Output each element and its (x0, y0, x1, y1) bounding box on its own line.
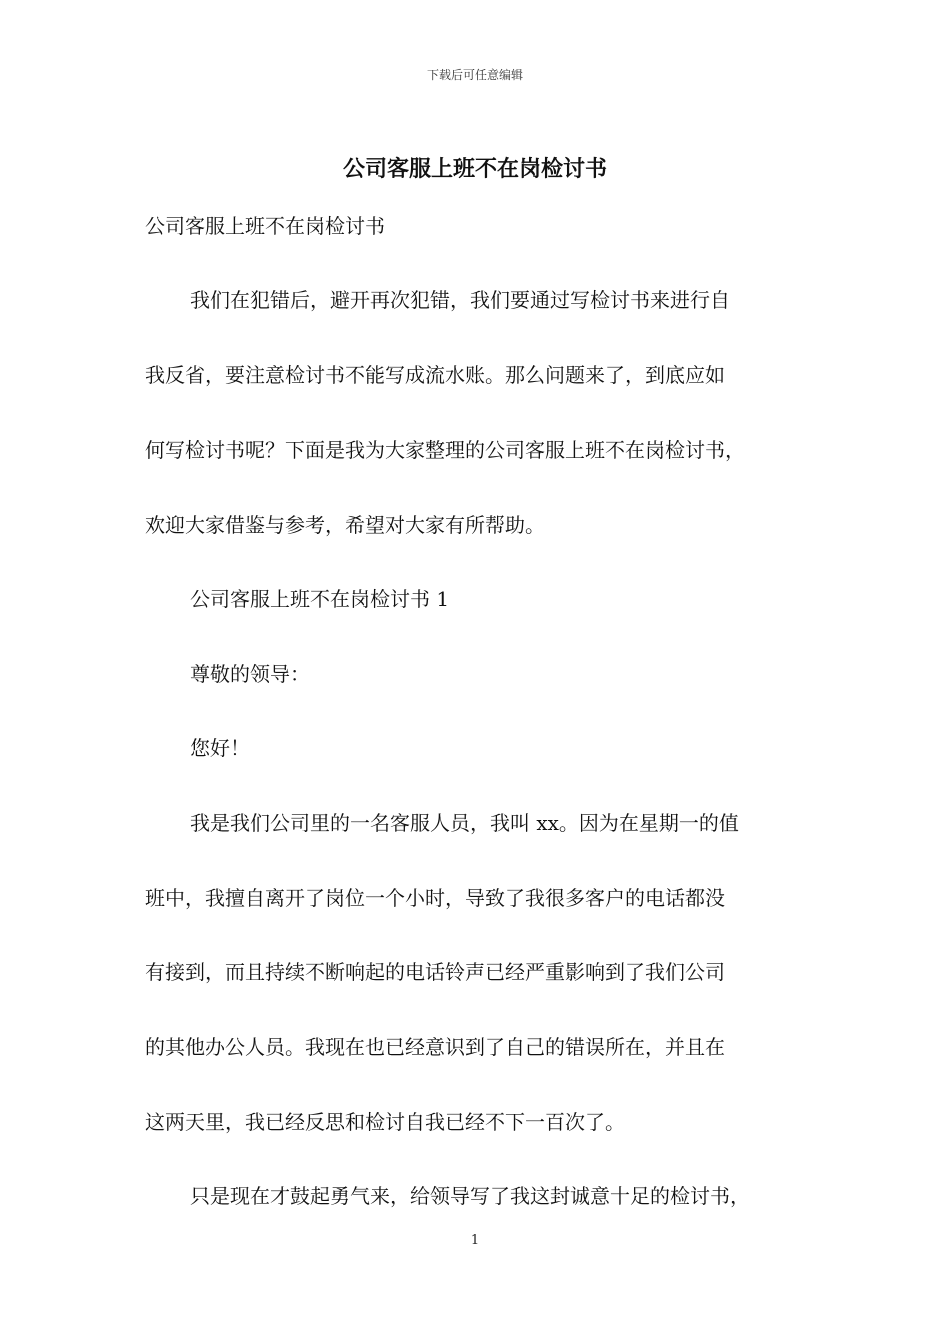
body-line: 我反省，要注意检讨书不能写成流水账。那么问题来了，到底应如 (145, 363, 725, 387)
body-line: 有接到，而且持续不断响起的电话铃声已经严重影响到了我们公司 (145, 960, 725, 984)
subtitle-line: 公司客服上班不在岗检讨书 (145, 214, 385, 238)
body-line: 我们在犯错后，避开再次犯错，我们要通过写检讨书来进行自 (190, 288, 730, 312)
body-line: 我是我们公司里的一名客服人员，我叫 xx。因为在星期一的值 (190, 811, 739, 835)
body-line: 这两天里，我已经反思和检讨自我已经不下一百次了。 (145, 1110, 625, 1134)
document-title: 公司客服上班不在岗检讨书 (342, 156, 607, 182)
body-line: 欢迎大家借鉴与参考，希望对大家有所帮助。 (145, 513, 545, 537)
greeting: 您好！ (190, 736, 250, 760)
section-heading: 公司客服上班不在岗检讨书 1 (190, 587, 450, 611)
header-note: 下载后可任意编辑 (426, 68, 523, 82)
body-line: 的其他办公人员。我现在也已经意识到了自己的错误所在，并且在 (145, 1035, 725, 1059)
body-line: 何写检讨书呢？下面是我为大家整理的公司客服上班不在岗检讨书， (145, 438, 745, 462)
body-line: 只是现在才鼓起勇气来，给领导写了我这封诚意十足的检讨书， (190, 1184, 750, 1208)
salutation: 尊敬的领导： (190, 662, 310, 686)
body-line: 班中，我擅自离开了岗位一个小时，导致了我很多客户的电话都没 (145, 886, 725, 910)
page-number: 1 (470, 1233, 480, 1248)
